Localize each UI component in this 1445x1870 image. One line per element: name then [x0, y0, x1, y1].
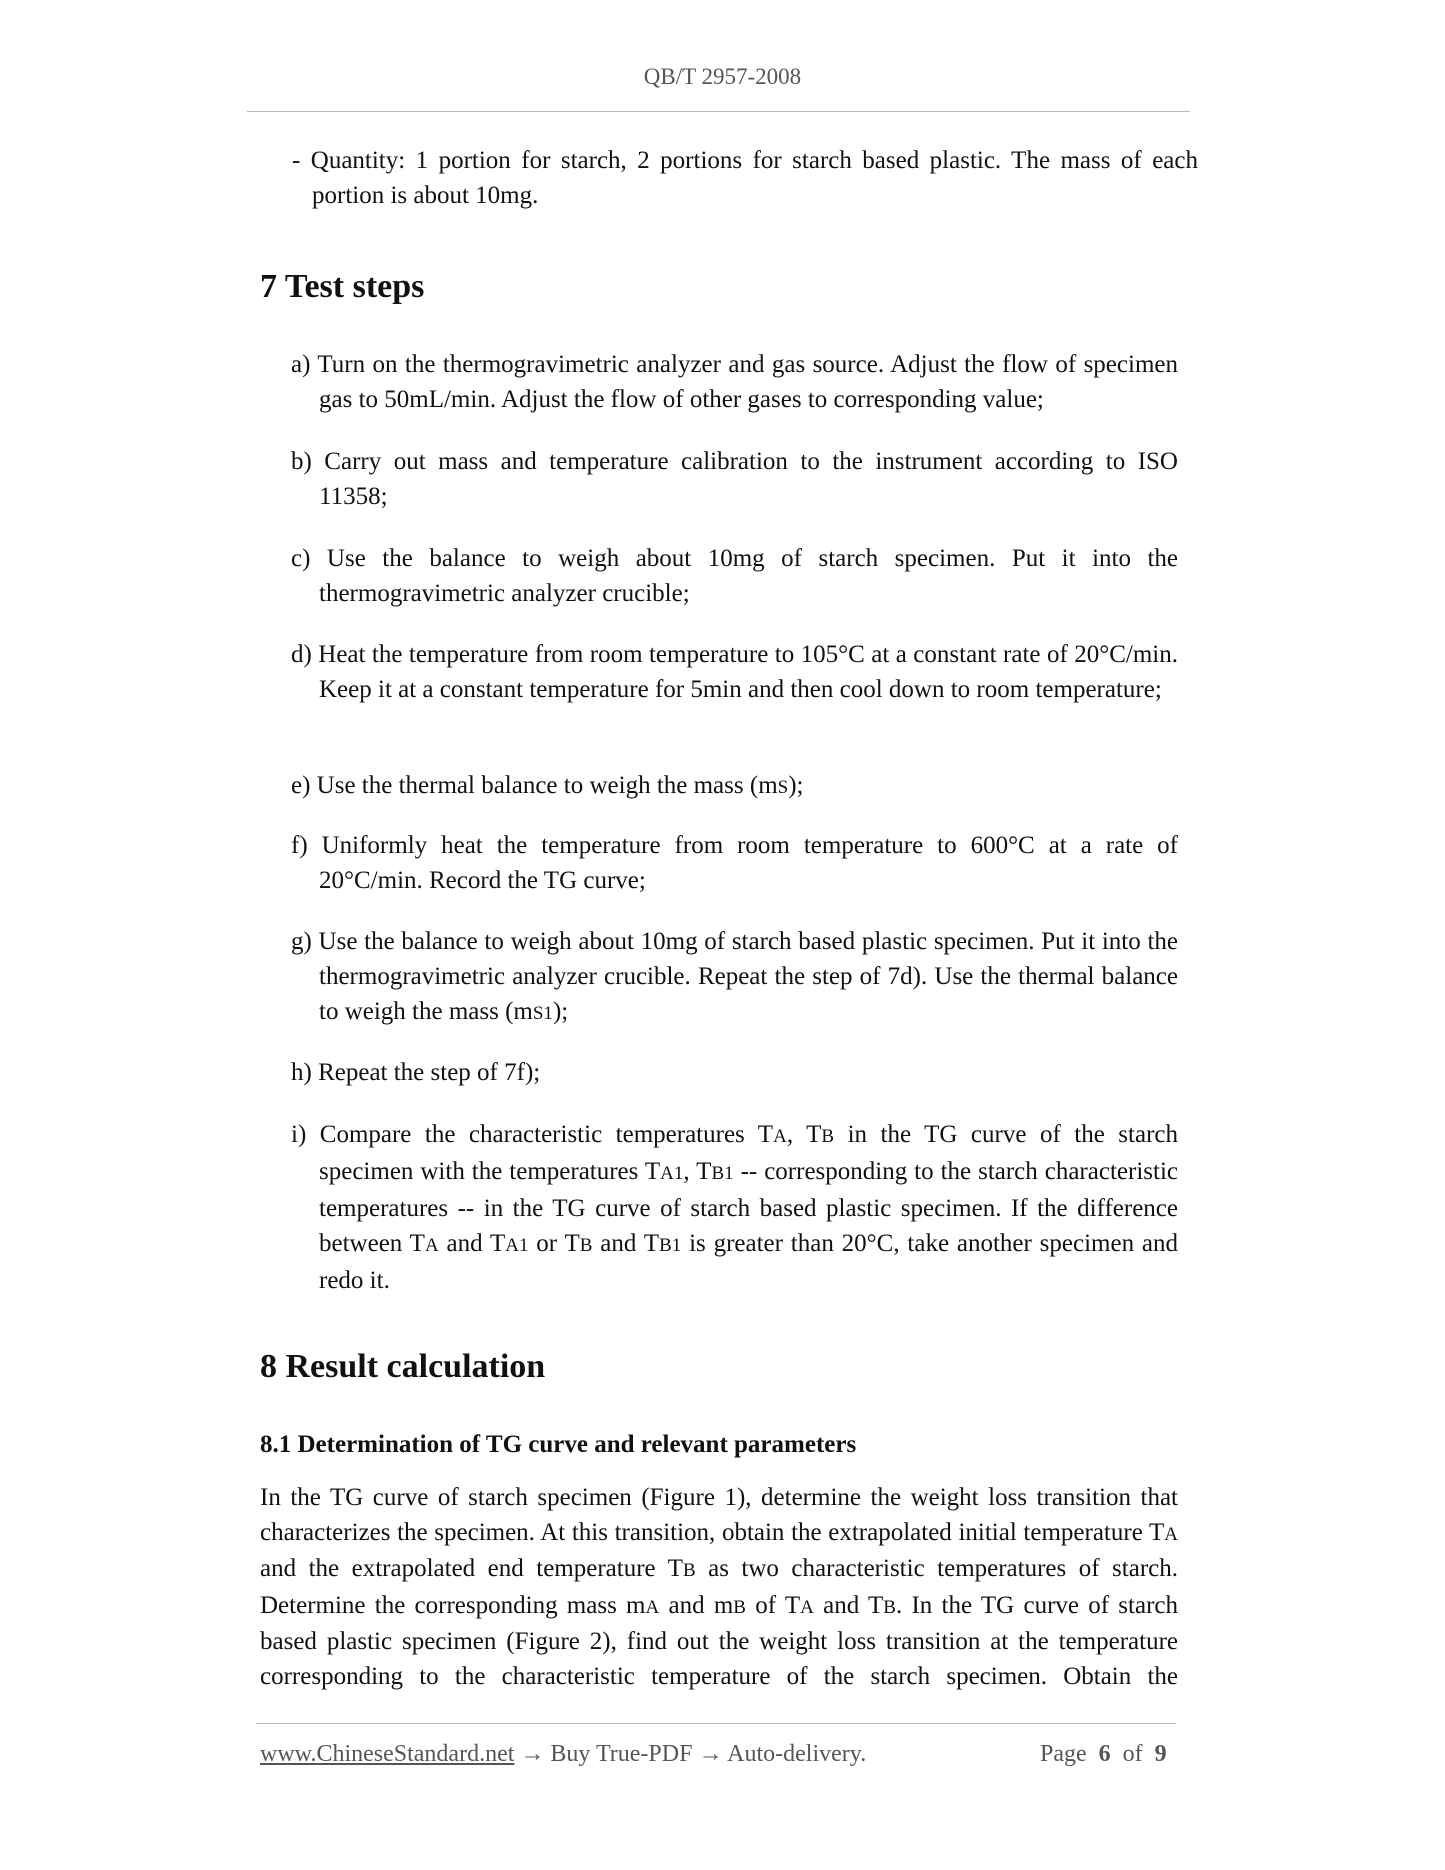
site-link[interactable]: www.ChineseStandard.net	[260, 1741, 515, 1767]
step-i-text-6: and T	[438, 1230, 506, 1257]
para-sub-1: A	[1164, 1523, 1178, 1545]
para-text-5: of T	[745, 1591, 801, 1619]
step-g-text: g) Use the balance to weigh about 10mg of starch based plastic specimen. Put it into the thermogravimetric analyzer crucible. Repeat the step of 7d). Use the thermal balance to weigh the mass (m	[291, 928, 1178, 1025]
step-e	[291, 768, 1178, 805]
step-i-text-1: i) Compare the characteristic temperatures T	[291, 1121, 774, 1148]
arrow-right-icon: →	[698, 1741, 723, 1767]
para-text-4: and m	[659, 1591, 734, 1619]
step-i-sub-6: A1	[505, 1235, 529, 1256]
section-7-heading: 7 Test steps	[260, 268, 425, 305]
step-i-text-5: -- corresponding to the starch characteristic temperatures -- in the TG curve of starch based plastic specimen. If the difference between T	[319, 1158, 1178, 1257]
step-g-subscript: S1	[532, 1003, 553, 1024]
para-sub-4: B	[733, 1596, 746, 1618]
step-e-end: );	[788, 772, 804, 799]
step-c: c) Use the balance to weigh about 10mg of starch specimen. Put it into the thermogravimetric analyzer crucible;	[291, 545, 1178, 607]
of-label: of	[1122, 1741, 1143, 1767]
para-text-3: as two characteristic temperatures of starch. Determine the corresponding mass m	[260, 1555, 1178, 1619]
page-total: 9	[1154, 1741, 1167, 1767]
step-i-sub-3: A1	[660, 1163, 684, 1184]
para-text-6: and T	[813, 1591, 884, 1619]
step-h: h) Repeat the step of 7f);	[291, 1059, 541, 1086]
para-sub-2: B	[682, 1560, 696, 1582]
para-text-1: In the TG curve of starch specimen (Figure 1), determine the weight loss transition that characterizes the specimen. At this transition, obtain the extrapolated initial temperature T	[260, 1484, 1178, 1546]
page-current: 6	[1098, 1741, 1111, 1767]
step-i-text-2: , T	[786, 1121, 822, 1148]
para-sub-6: B	[883, 1596, 896, 1618]
step-i-sub-4: B1	[711, 1163, 734, 1184]
step-e-subscript: S	[777, 777, 789, 798]
step-g	[291, 924, 1178, 1031]
step-i-sub-2: B	[821, 1126, 835, 1147]
para-text-2: and the extrapolated end temperature T	[260, 1555, 683, 1583]
step-g-end: );	[552, 998, 569, 1025]
auto-delivery-text: Auto-delivery.	[727, 1741, 867, 1767]
step-d: d) Heat the temperature from room temperature to 105°C at a constant rate of 20°C/min. Keep it at a constant temperature for 5min and then cool down to room temperature;	[291, 641, 1178, 703]
step-i-text-4: , T	[683, 1158, 712, 1185]
page-label: Page	[1040, 1741, 1087, 1767]
footer-left	[260, 1741, 866, 1768]
page-indicator	[1040, 1741, 1167, 1768]
step-i-sub-7: B	[579, 1235, 593, 1256]
header-standard-code: QB/T 2957-2008	[643, 64, 802, 89]
step-i-sub-8: B1	[659, 1235, 682, 1256]
step-e-text: e) Use the thermal balance to weigh the mass (m	[291, 772, 778, 799]
step-f: f) Uniformly heat the temperature from room temperature to 600°C at a rate of 20°C/min. Record the TG curve;	[291, 832, 1178, 894]
step-i-text-3: in the TG curve of the starch specimen with the temperatures T	[319, 1121, 1178, 1185]
section-8-heading: 8 Result calculation	[260, 1348, 546, 1385]
step-i-sub-5: A	[424, 1235, 439, 1256]
step-b: b) Carry out mass and temperature calibration to the instrument according to ISO 11358;	[291, 448, 1178, 510]
step-a: a) Turn on the thermogravimetric analyzer and gas source. Adjust the flow of specimen gas to 50mL/min. Adjust the flow of other gases to corresponding value;	[291, 351, 1178, 413]
step-i-sub-1: A	[773, 1126, 787, 1147]
para-sub-3: A	[645, 1596, 660, 1618]
arrow-right-icon: →	[520, 1741, 545, 1767]
step-i-text-8: and T	[592, 1230, 660, 1257]
step-i-text-7: or T	[528, 1230, 580, 1257]
step-i-text-9: is greater than 20°C, take another specimen and redo it.	[319, 1230, 1178, 1294]
header-divider	[247, 111, 1190, 112]
result-paragraph	[260, 1481, 1178, 1695]
footer-divider	[256, 1723, 1176, 1724]
buy-true-pdf-text: Buy True-PDF	[550, 1741, 693, 1767]
step-i	[291, 1117, 1178, 1298]
subsection-8-1-heading: 8.1 Determination of TG curve and relevant parameters	[260, 1431, 857, 1458]
para-sub-5: A	[800, 1596, 814, 1618]
quantity-text: - Quantity: 1 portion for starch, 2 portions for starch based plastic. The mass of each portion is about 10mg.	[292, 147, 1198, 209]
para-text-7: . In the TG curve of starch based plastic specimen (Figure 2), find out the weight loss transition at the temperature corresponding to the characteristic temperature of the starch specimen. Obtain the	[260, 1591, 1179, 1690]
